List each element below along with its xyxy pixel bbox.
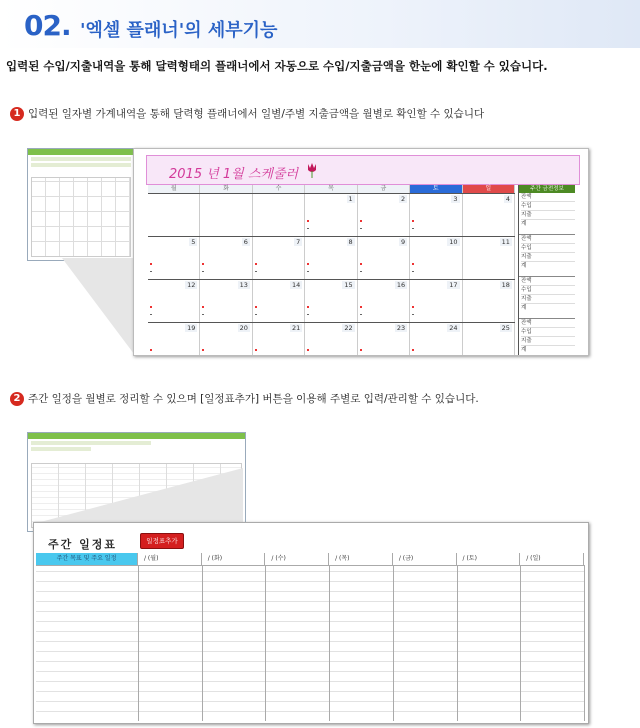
dayname: 목 [305, 185, 357, 193]
weekly-title: 주간 일정표 [48, 538, 117, 551]
day-column-header: / (일) [520, 553, 584, 565]
weekly-column [265, 565, 330, 721]
dayname-saturday: 토 [410, 185, 462, 193]
day-number: 18 [501, 281, 510, 289]
day-number: 16 [396, 281, 406, 289]
money-label: 수입 [521, 202, 575, 211]
day-number: 1 [348, 195, 353, 203]
money-label: 잔액 [521, 235, 575, 244]
money-total-label: 계 [521, 305, 527, 311]
day-number: 7 [296, 238, 301, 246]
day-number: 13 [239, 281, 248, 289]
money-label: 지출 [521, 337, 575, 346]
day-names [148, 185, 515, 193]
calendar-day-cell[interactable] [410, 194, 462, 236]
calendar-day-cell[interactable] [463, 280, 515, 322]
calendar-header [146, 155, 580, 185]
weekly-money-block [519, 235, 575, 277]
calendar-week-row [148, 236, 515, 279]
calendar-day-cell[interactable] [358, 237, 410, 279]
dayname: 화 [200, 185, 252, 193]
calendar-week-row [148, 193, 515, 236]
day-number: 3 [453, 195, 458, 203]
day-number: 19 [187, 324, 196, 332]
day-number: 12 [187, 281, 196, 289]
weekly-body[interactable] [36, 565, 584, 721]
feature-text: 입력된 일자별 가계내역을 통해 달력형 플래너에서 일별/주별 지출금액을 월별로 확인할 수 있습니다 [28, 108, 485, 120]
money-total-label: 계 [521, 221, 527, 227]
day-column-header: / (금) [393, 553, 457, 565]
money-label: 지출 [521, 211, 575, 220]
day-number: 14 [291, 281, 301, 289]
day-number: 24 [449, 324, 458, 332]
day-number: 17 [449, 281, 458, 289]
money-label: 수입 [521, 286, 575, 295]
weekly-money-block [519, 193, 575, 235]
day-number: 6 [243, 238, 248, 246]
section-number: 02. [24, 9, 71, 42]
section-header [0, 0, 640, 48]
calendar-day-cell[interactable] [358, 280, 410, 322]
calendar-day-cell[interactable] [358, 194, 410, 236]
calendar-day-cell[interactable] [410, 323, 462, 356]
dayname: 수 [253, 185, 305, 193]
calendar-day-cell[interactable] [358, 323, 410, 356]
calendar-day-cell[interactable] [253, 280, 305, 322]
feature-text: 주간 일정을 월별로 정리할 수 있으며 [일정표추가] 버튼을 이용해 주별로 입력/관리할 수 있습니다. [28, 393, 479, 405]
calendar-day-cell[interactable] [253, 237, 305, 279]
zoom-indicator [62, 258, 134, 354]
day-number: 11 [501, 238, 510, 246]
calendar-day-cell[interactable] [253, 323, 305, 356]
calendar-day-cell[interactable] [148, 237, 200, 279]
feature-item-2 [10, 391, 479, 406]
money-label: 지출 [521, 253, 575, 262]
calendar-day-cell[interactable] [148, 194, 200, 236]
calendar-day-cell[interactable] [148, 323, 200, 356]
calendar-day-cell[interactable] [148, 280, 200, 322]
day-number: 21 [291, 324, 301, 332]
calendar-day-cell[interactable] [463, 237, 515, 279]
money-total-label: 계 [521, 347, 527, 353]
weekly-table [36, 553, 584, 721]
money-total-label: 계 [521, 263, 527, 269]
day-number: 22 [344, 324, 353, 332]
dayname: 월 [148, 185, 200, 193]
feature-item-1 [10, 106, 484, 121]
tulip-icon [305, 162, 319, 178]
calendar-weeks [148, 193, 515, 356]
add-schedule-button[interactable]: 일정표추가 [140, 533, 184, 549]
calendar-day-cell[interactable] [410, 280, 462, 322]
money-label: 수입 [521, 328, 575, 337]
day-number: 10 [449, 238, 458, 246]
day-number: 2 [400, 195, 406, 203]
day-column-header: / (화) [202, 553, 266, 565]
calendar-day-cell[interactable] [305, 237, 357, 279]
weekly-column [36, 565, 139, 721]
calendar-planner [133, 148, 589, 356]
calendar-day-cell[interactable] [463, 194, 515, 236]
calendar-day-cell[interactable] [463, 323, 515, 356]
calendar-day-cell[interactable] [200, 237, 252, 279]
day-number: 20 [239, 324, 248, 332]
day-column-header: / (월) [138, 553, 202, 565]
dayname-sunday: 일 [463, 185, 515, 193]
calendar-thumbnail [27, 148, 135, 261]
day-column-header: / (토) [457, 553, 521, 565]
money-label: 잔액 [521, 319, 575, 328]
side-header: 주간 금전정보 [519, 185, 575, 193]
section-title: '엑셀 플래너'의 세부기능 [80, 20, 278, 41]
number-badge: 1 [10, 107, 24, 121]
weekly-column [138, 565, 203, 721]
calendar-day-cell[interactable] [200, 280, 252, 322]
weekly-column [520, 565, 585, 721]
weekly-money-panel [518, 185, 575, 355]
weekly-column [329, 565, 394, 721]
day-number: 4 [505, 195, 510, 203]
day-column-header: / (수) [265, 553, 329, 565]
weekly-money-block [519, 277, 575, 319]
calendar-day-cell[interactable] [200, 323, 252, 356]
money-label: 수입 [521, 244, 575, 253]
calendar-day-cell[interactable] [410, 237, 462, 279]
weekly-planner [33, 522, 589, 724]
goal-column-header: 주간 목표 및 주요 일정 [36, 553, 138, 565]
money-label: 지출 [521, 295, 575, 304]
weekly-column [457, 565, 522, 721]
calendar-day-cell[interactable] [253, 194, 305, 236]
number-badge: 2 [10, 392, 24, 406]
calendar-day-cell[interactable] [200, 194, 252, 236]
calendar-title: 2015 년 1월 스케줄러 [169, 167, 299, 182]
section-subtitle: 입력된 수입/지출내역을 통해 달력형태의 플래너에서 자동으로 수입/지출금액을 한눈에 확인할 수 있습니다. [6, 59, 548, 73]
calendar-week-row [148, 279, 515, 322]
day-number: 23 [396, 324, 406, 332]
calendar-day-cell[interactable] [305, 194, 357, 236]
day-number: 15 [344, 281, 353, 289]
calendar-day-cell[interactable] [305, 323, 357, 356]
dayname: 금 [358, 185, 410, 193]
day-number: 8 [348, 238, 353, 246]
day-number: 9 [400, 238, 406, 246]
weekly-column [393, 565, 458, 721]
money-label: 잔액 [521, 277, 575, 286]
weekly-money-block [519, 319, 575, 356]
day-column-header: / (목) [329, 553, 393, 565]
calendar-day-cell[interactable] [305, 280, 357, 322]
calendar-week-row [148, 322, 515, 356]
day-number: 5 [191, 238, 196, 246]
day-number: 25 [501, 324, 510, 332]
weekly-column [202, 565, 267, 721]
money-label: 잔액 [521, 193, 575, 202]
